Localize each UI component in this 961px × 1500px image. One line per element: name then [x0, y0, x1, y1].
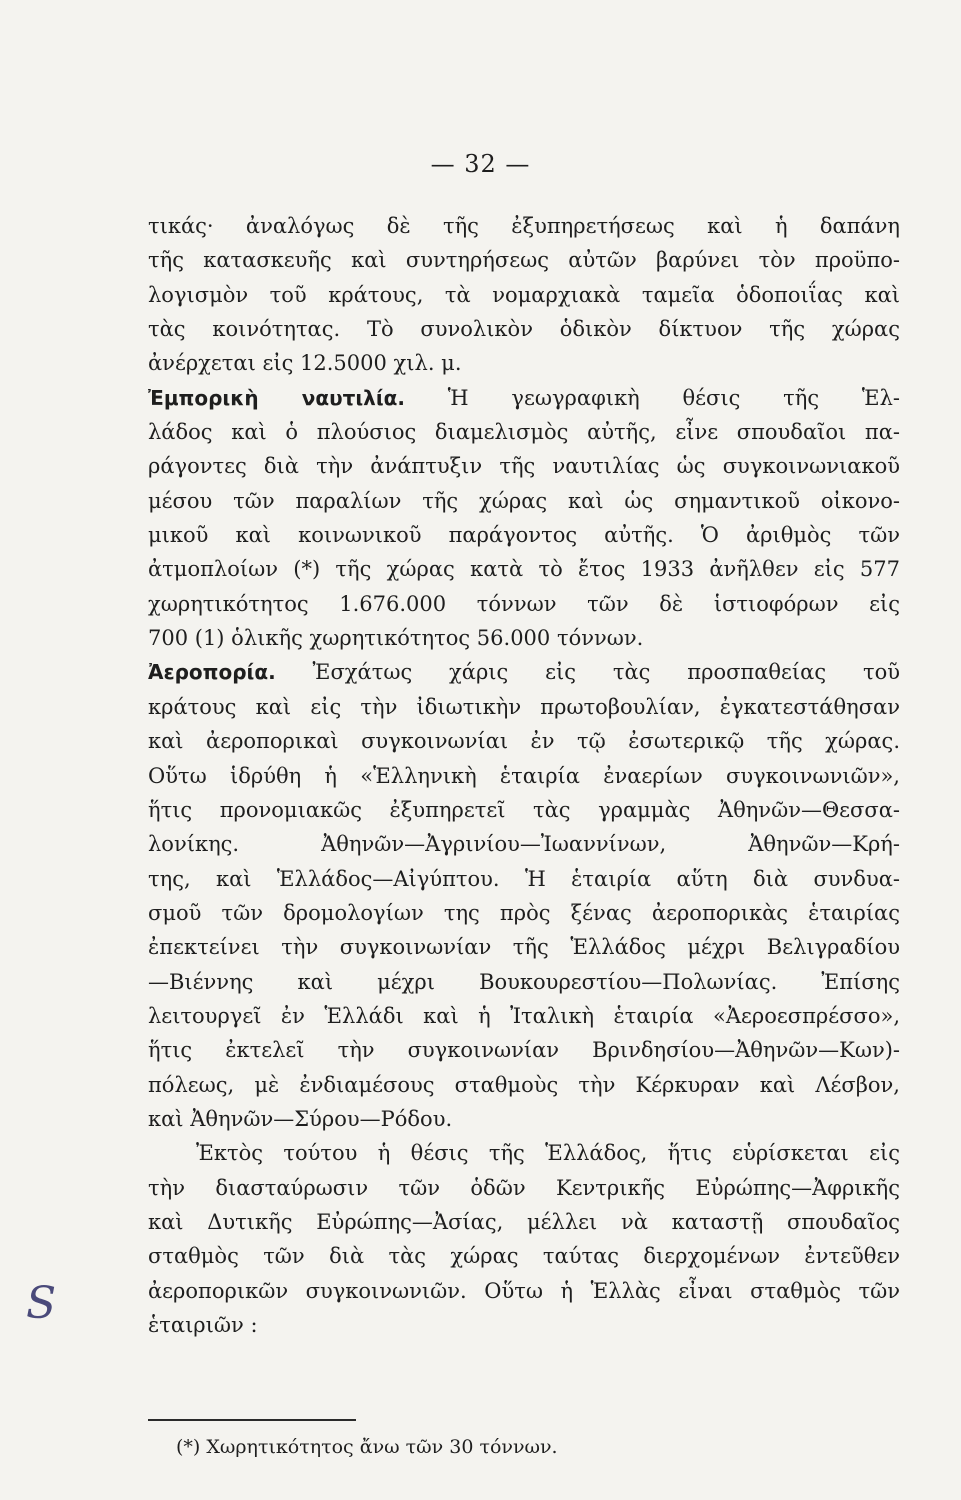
footnote: (*) Χωρητικότητος ἄνω τῶν 30 τόννων.: [176, 1436, 558, 1458]
line-text: ἀτμοπλοίων (*) τῆς χώρας κατὰ τὸ ἔτος 1933 ἀνῆλθεν εἰς 577: [148, 557, 900, 582]
text-line: [148, 518, 900, 552]
text-line: [148, 655, 900, 689]
line-text: λογισμὸν τοῦ κράτους, τὰ νομαρχιακὰ ταμεῖα ὁδοποιΐας καὶ: [148, 282, 900, 307]
section-heading: Ἀεροπορία.: [148, 660, 276, 685]
text-line: [148, 243, 900, 277]
text-line: [148, 999, 900, 1033]
line-text: Ἐκτὸς τούτου ἡ θέσις τῆς Ἑλλάδος, ἥτις εὑρίσκεται εἰς: [196, 1141, 900, 1166]
line-text: Οὕτω ἱδρύθη ἡ «Ἑλληνικὴ ἑταιρία ἐναερίων συγκοινωνιῶν»,: [148, 763, 900, 788]
text-line: [148, 759, 900, 793]
page-number: — 32 —: [430, 150, 531, 178]
text-line: [148, 690, 900, 724]
text-line: [148, 1068, 900, 1102]
text-line: [148, 827, 900, 861]
text-line: [148, 621, 900, 655]
text-line: [148, 1308, 900, 1342]
text-line: [148, 793, 900, 827]
text-line: [148, 1136, 900, 1170]
text-line: [148, 209, 900, 243]
section-heading: Ἐμπορικὴ ναυτιλία.: [148, 385, 405, 410]
line-text: ἀνέρχεται εἰς 12.5000 χιλ. μ.: [148, 351, 462, 376]
text-line: [148, 1274, 900, 1308]
line-text: 700 (1) ὁλικῆς χωρητικότητος 56.000 τόννων.: [148, 626, 644, 651]
line-text: ἀεροπορικῶν συγκοινωνιῶν. Οὕτω ἡ Ἑλλὰς εἶναι σταθμὸς τῶν: [148, 1278, 900, 1303]
line-text: τὰς κοινότητας. Τὸ συνολικὸν ὁδικὸν δίκτυον τῆς χώρας: [148, 317, 900, 342]
line-text: Ἐσχάτως χάρις εἰς τὰς προσπαθείας τοῦ: [275, 660, 900, 685]
line-text: τικάς· ἀναλόγως δὲ τῆς ἐξυπηρετήσεως καὶ ἡ δαπάνη: [148, 214, 900, 238]
text-line: [148, 552, 900, 586]
line-text: μικοῦ καὶ κοινωνικοῦ παράγοντος αὐτῆς. Ὁ ἀριθμὸς τῶν: [148, 523, 900, 548]
line-text: τῆς κατασκευῆς καὶ συντηρήσεως αὐτῶν βαρύνει τὸν προϋπο-: [148, 248, 900, 273]
line-text: ράγοντες διὰ τὴν ἀνάπτυξιν τῆς ναυτιλίας ὡς συγκοινωνιακοῦ: [148, 454, 900, 479]
line-text: σμοῦ τῶν δρομολογίων της πρὸς ξένας ἀεροπορικὰς ἑταιρίας: [148, 900, 900, 925]
text-line: [148, 724, 900, 758]
text-line: [148, 1102, 900, 1136]
handwritten-margin-mark: S: [26, 1278, 57, 1329]
line-text: καὶ Δυτικῆς Εὐρώπης—Ἀσίας, μέλλει νὰ καταστῇ σπουδαῖος: [148, 1209, 900, 1234]
body-text: [148, 209, 900, 1342]
line-text: λειτουργεῖ ἐν Ἑλλάδι καὶ ἡ Ἰταλικὴ ἑταιρία «Ἀεροεσπρέσσο»,: [148, 1003, 900, 1028]
text-line: [148, 346, 900, 380]
text-line: [148, 930, 900, 964]
line-text: της, καὶ Ἑλλάδος—Αἰγύπτου. Ἡ ἑταιρία αὕτη διὰ συνδυα-: [148, 866, 900, 891]
text-line: [148, 1171, 900, 1205]
line-text: τὴν διασταύρωσιν τῶν ὁδῶν Κεντρικῆς Εὐρώπης—Ἀφρικῆς: [148, 1175, 900, 1200]
text-line: [148, 1239, 900, 1273]
text-line: [148, 862, 900, 896]
text-line: [148, 381, 900, 415]
line-text: ἑταιριῶν :: [148, 1313, 258, 1337]
text-line: [148, 415, 900, 449]
line-text: χωρητικότητος 1.676.000 τόννων τῶν δὲ ἱστιοφόρων εἰς: [148, 591, 900, 616]
text-line: [148, 484, 900, 518]
line-text: λονίκης. Ἀθηνῶν—Ἀγρινίου—Ἰωαννίνων, Ἀθηνῶν—Κρή-: [148, 832, 900, 857]
line-text: Ἡ γεωγραφικὴ θέσις τῆς Ἑλ-: [404, 385, 900, 410]
text-line: [148, 896, 900, 930]
line-text: κράτους καὶ εἰς τὴν ἰδιωτικὴν πρωτοβουλίαν, ἐγκατεστάθησαν: [148, 694, 900, 719]
footnote-rule: [148, 1419, 356, 1421]
text-line: [148, 1205, 900, 1239]
line-text: μέσου τῶν παραλίων τῆς χώρας καὶ ὡς σημαντικοῦ οἰκονο-: [148, 488, 900, 513]
line-text: σταθμὸς τῶν διὰ τὰς χώρας ταύτας διερχομένων ἐντεῦθεν: [148, 1244, 900, 1269]
line-text: ἥτις ἐκτελεῖ τὴν συγκοινωνίαν Βρινδησίου—Ἀθηνῶν—Κων)-: [148, 1038, 900, 1063]
text-line: [148, 965, 900, 999]
text-line: [148, 1033, 900, 1067]
text-line: [148, 278, 900, 312]
line-text: ἐπεκτείνει τὴν συγκοινωνίαν τῆς Ἑλλάδος μέχρι Βελιγραδίου: [148, 935, 900, 960]
text-line: [148, 312, 900, 346]
line-text: καὶ ἀεροπορικαὶ συγκοινωνίαι ἐν τῷ ἐσωτερικῷ τῆς χώρας.: [148, 729, 900, 754]
line-text: πόλεως, μὲ ἐνδιαμέσους σταθμοὺς τὴν Κέρκυραν καὶ Λέσβον,: [148, 1072, 900, 1097]
line-text: —Βιέννης καὶ μέχρι Βουκουρεστίου—Πολωνίας. Ἐπίσης: [148, 969, 900, 994]
line-text: λάδος καὶ ὁ πλούσιος διαμελισμὸς αὐτῆς, εἶνε σπουδαῖοι πα-: [148, 420, 900, 445]
line-text: καὶ Ἀθηνῶν—Σύρου—Ρόδου.: [148, 1106, 453, 1131]
text-line: [148, 587, 900, 621]
text-line: [148, 449, 900, 483]
line-text: ἥτις προνομιακῶς ἐξυπηρετεῖ τὰς γραμμὰς Ἀθηνῶν—Θεσσα-: [148, 797, 900, 822]
